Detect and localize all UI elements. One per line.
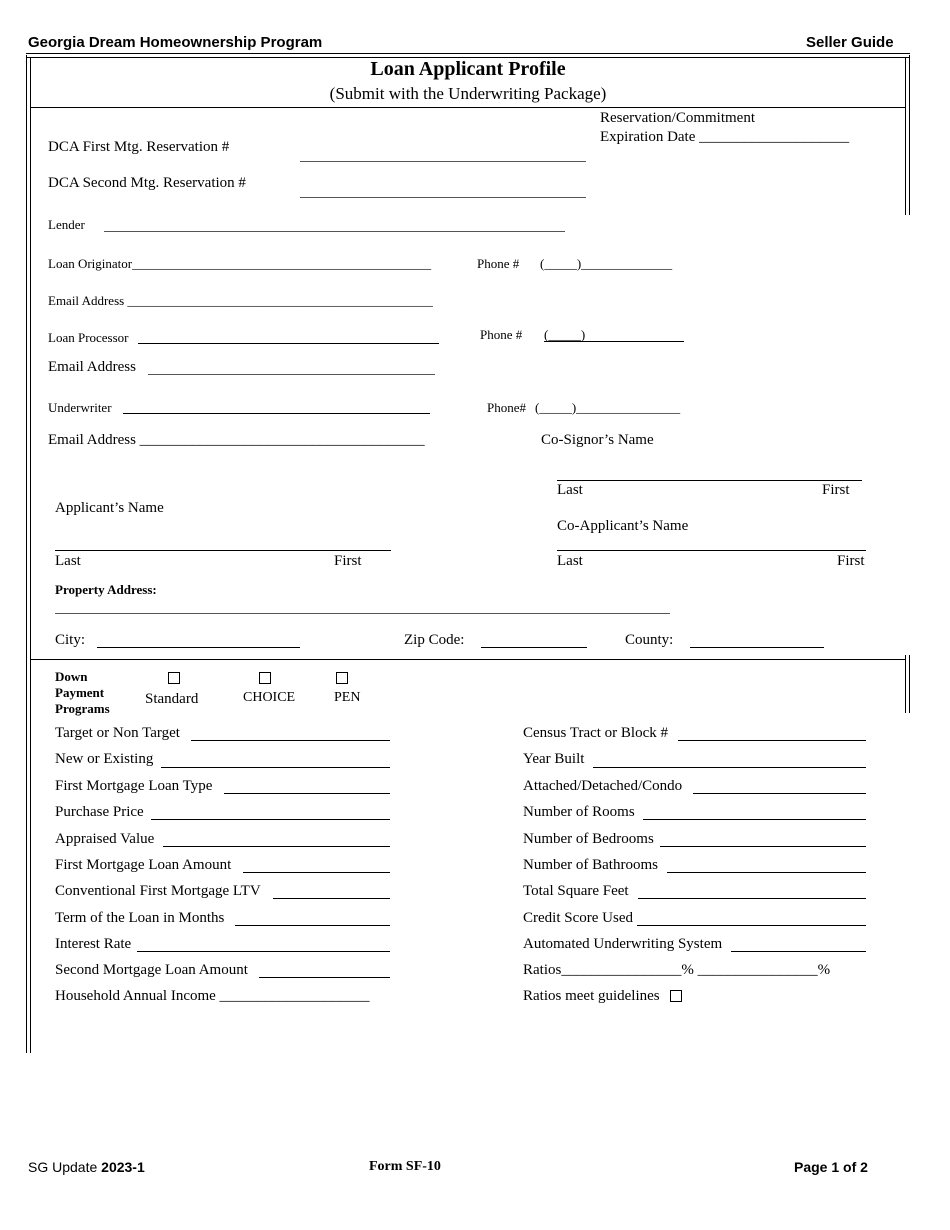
loan-originator-field[interactable]: Loan Originator______________________________________________ <box>48 256 432 271</box>
zip-code-field[interactable] <box>481 647 587 648</box>
cosignor-last-label: Last <box>557 482 583 498</box>
pen-label: PEN <box>334 690 361 705</box>
sg-update-year: 2023-1 <box>101 1159 145 1175</box>
ratios-meet-label: Ratios meet guidelines <box>523 988 660 1004</box>
appraised-value-field[interactable] <box>163 846 390 847</box>
originator-phone-label: Phone # <box>477 256 520 271</box>
right-field-label: Number of Rooms <box>523 804 635 820</box>
coapplicant-first-label: First <box>837 553 865 569</box>
year-built-field[interactable] <box>593 767 866 768</box>
choice-checkbox[interactable] <box>259 672 271 684</box>
left-field-label: Interest Rate <box>55 936 132 952</box>
right-field-label: Year Built <box>523 751 585 767</box>
second-loan-amount-field[interactable] <box>259 977 390 978</box>
county-label: County: <box>625 632 674 648</box>
right-field-label: Number of Bedrooms <box>523 831 654 847</box>
loan-term-field[interactable] <box>235 925 390 926</box>
left-field-label: Term of the Loan in Months <box>55 910 225 926</box>
first-mtg-reservation-label: DCA First Mtg. Reservation # <box>48 139 230 155</box>
credit-score-field[interactable] <box>637 925 866 926</box>
underwriting-system-field[interactable] <box>731 951 866 952</box>
left-field-label: First Mortgage Loan Type <box>55 778 213 794</box>
cosignor-name-field[interactable] <box>557 480 862 481</box>
cosignor-name-label: Co-Signor’s Name <box>541 432 654 448</box>
processor-email-field[interactable] <box>148 374 435 375</box>
attached-detached-field[interactable] <box>693 793 866 794</box>
applicant-first-label: First <box>334 553 362 569</box>
purchase-price-field[interactable] <box>151 819 390 820</box>
second-mtg-reservation-label: DCA Second Mtg. Reservation # <box>48 175 246 191</box>
lender-label: Lender <box>48 217 85 232</box>
originator-phone-field[interactable]: (_____)______________ <box>540 256 673 271</box>
property-address-label: Property Address: <box>55 582 157 597</box>
target-field[interactable] <box>191 740 390 741</box>
down-payment-label-3: Programs <box>55 701 110 716</box>
coapplicant-name-field[interactable] <box>557 550 866 551</box>
loan-processor-label: Loan Processor <box>48 330 129 345</box>
processor-phone-field[interactable]: (_____) <box>544 327 586 342</box>
form-title: Loan Applicant Profile <box>370 58 566 80</box>
underwriter-field[interactable] <box>123 413 430 414</box>
applicant-name-field[interactable] <box>55 550 391 551</box>
county-field[interactable] <box>690 647 824 648</box>
household-income-field[interactable]: Household Annual Income ____________________ <box>55 988 370 1004</box>
right-field-label: Total Square Feet <box>523 883 629 899</box>
loan-type-field[interactable] <box>224 793 390 794</box>
form-subtitle: (Submit with the Underwriting Package) <box>329 84 607 103</box>
right-field-label: Census Tract or Block # <box>523 725 669 741</box>
expiration-date-field[interactable]: Expiration Date ____________________ <box>600 129 850 145</box>
left-field-label: New or Existing <box>55 751 154 767</box>
left-field-label: Conventional First Mortgage LTV <box>55 883 261 899</box>
interest-rate-field[interactable] <box>137 951 390 952</box>
zip-code-label: Zip Code: <box>404 632 465 648</box>
property-address-field[interactable] <box>55 613 670 614</box>
city-label: City: <box>55 632 86 648</box>
loan-processor-field[interactable] <box>138 343 439 344</box>
processor-email-label: Email Address <box>48 359 136 375</box>
underwriter-phone-field[interactable]: (_____)________________ <box>535 400 681 415</box>
bathrooms-field[interactable] <box>667 872 866 873</box>
underwriter-label: Underwriter <box>48 400 112 415</box>
ratios-field[interactable]: Ratios________________% ________________% <box>523 962 831 978</box>
processor-phone-label: Phone # <box>480 327 523 342</box>
standard-label: Standard <box>145 691 199 707</box>
new-existing-field[interactable] <box>161 767 390 768</box>
program-name: Georgia Dream Homeownership Program <box>28 34 323 51</box>
bedrooms-field[interactable] <box>660 846 866 847</box>
left-field-label: Target or Non Target <box>55 725 180 741</box>
ratios-meet-checkbox[interactable] <box>670 990 682 1002</box>
square-feet-field[interactable] <box>638 898 866 899</box>
sg-update <box>28 1159 145 1175</box>
second-mtg-reservation-field[interactable] <box>300 197 586 198</box>
census-tract-field[interactable] <box>678 740 866 741</box>
choice-label: CHOICE <box>243 690 296 705</box>
form-number: Form SF-10 <box>369 1159 441 1174</box>
applicant-name-label: Applicant’s Name <box>55 500 164 516</box>
page-number: Page 1 of 2 <box>794 1159 868 1175</box>
pen-checkbox[interactable] <box>336 672 348 684</box>
coapplicant-last-label: Last <box>557 553 583 569</box>
right-field-label: Number of Bathrooms <box>523 857 658 873</box>
rooms-field[interactable] <box>643 819 866 820</box>
left-field-label: Appraised Value <box>55 831 155 847</box>
underwriter-phone-label: Phone# <box>487 400 526 415</box>
left-field-label: First Mortgage Loan Amount <box>55 857 232 873</box>
right-field-label: Credit Score Used <box>523 910 633 926</box>
left-field-label: Purchase Price <box>55 804 144 820</box>
right-field-label: Attached/Detached/Condo <box>523 778 683 794</box>
right-field-label: Automated Underwriting System <box>523 936 723 952</box>
underwriter-email-field[interactable]: Email Address ______________________________________ <box>48 432 425 448</box>
loan-amount-field[interactable] <box>243 872 390 873</box>
left-field-label: Second Mortgage Loan Amount <box>55 962 248 978</box>
applicant-last-label: Last <box>55 553 81 569</box>
standard-checkbox[interactable] <box>168 672 180 684</box>
expiration-label-1: Reservation/Commitment <box>600 110 755 126</box>
sg-update-prefix: SG Update <box>28 1159 102 1175</box>
city-field[interactable] <box>97 647 300 648</box>
cosignor-first-label: First <box>822 482 850 498</box>
originator-email-field[interactable]: Email Address _______________________________________________ <box>48 293 433 308</box>
down-payment-label-2: Payment <box>55 685 105 700</box>
ltv-field[interactable] <box>273 898 390 899</box>
guide-name: Seller Guide <box>806 34 894 51</box>
down-payment-label-1: Down <box>55 669 88 684</box>
first-mtg-reservation-field[interactable] <box>300 161 586 162</box>
coapplicant-name-label: Co-Applicant’s Name <box>557 518 689 534</box>
lender-field[interactable] <box>104 231 565 232</box>
